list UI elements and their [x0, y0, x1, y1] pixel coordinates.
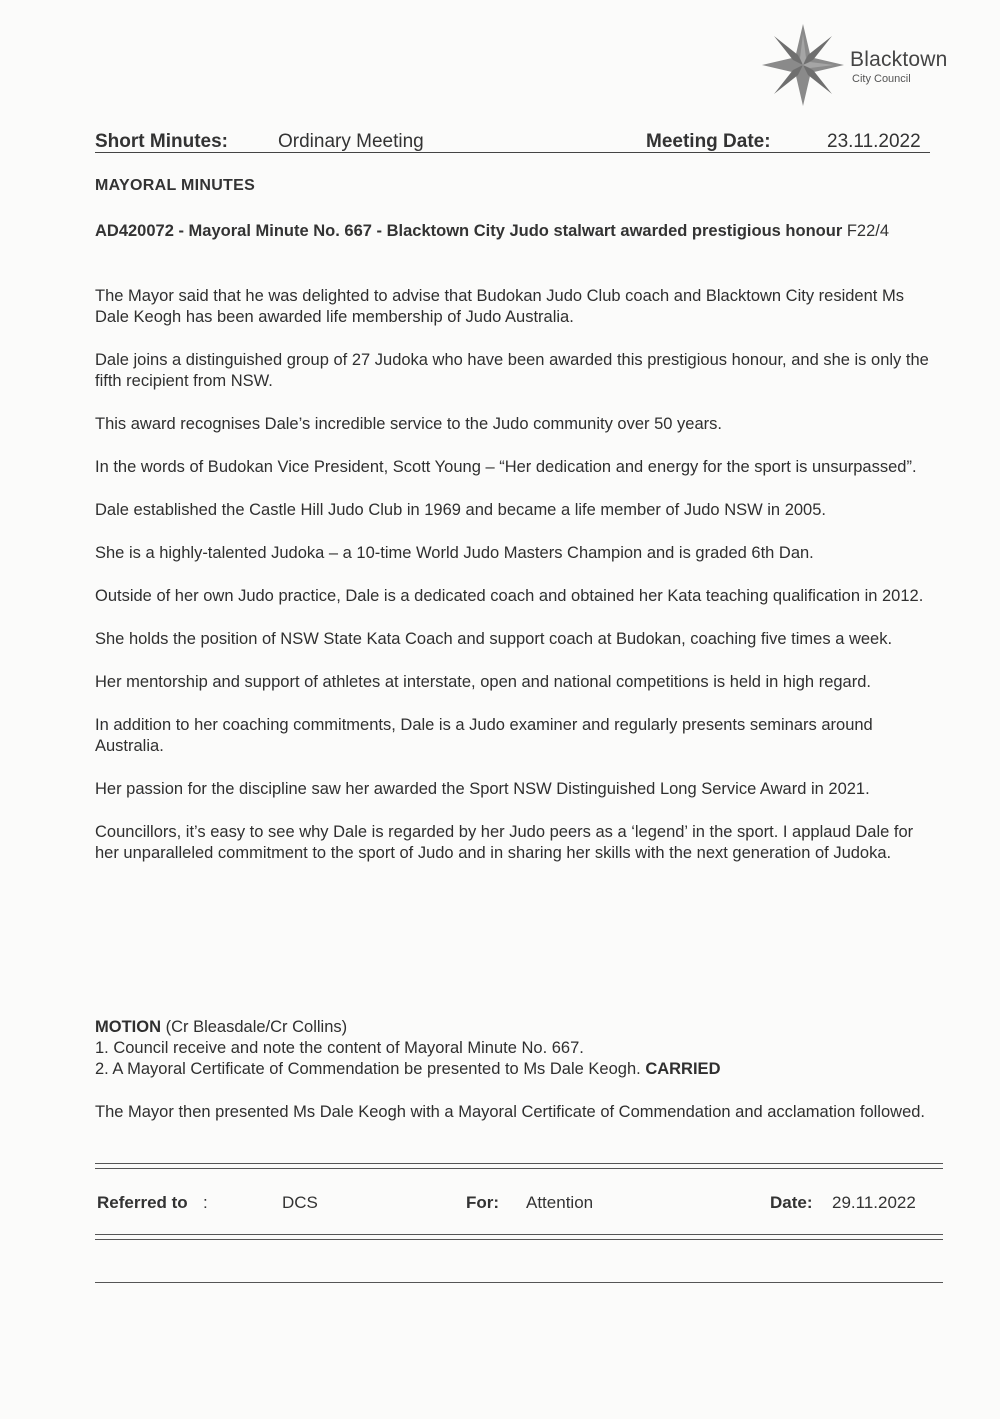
paragraph: Councillors, it’s easy to see why Dale is regarded by her Judo peers as a ‘legend’ in the sport. I applaud Dale for her unparalleled commitment to the sport of Judo and in sharing her skills with the next generation of Judoka.	[95, 823, 914, 862]
paragraph: This award recognises Dale’s incredible service to the Judo community over 50 years.	[95, 415, 722, 433]
star-icon	[760, 22, 846, 108]
motion-item-2-text: 2. A Mayoral Certificate of Commendation be presented to Ms Dale Keogh.	[95, 1060, 641, 1078]
meeting-date: 23.11.2022	[827, 131, 921, 152]
for-value: Attention	[526, 1193, 594, 1212]
paragraph: In addition to her coaching commitments, Dale is a Judo examiner and regularly presents seminars around Australia.	[95, 716, 873, 755]
paragraph: Her passion for the discipline saw her awarded the Sport NSW Distinguished Long Service Award in 2021.	[95, 780, 870, 798]
minutes-header	[95, 131, 930, 155]
motion-movers: (Cr Bleasdale/Cr Collins)	[165, 1018, 348, 1036]
paragraph: Dale joins a distinguished group of 27 Judoka who have been awarded this prestigious honour, and she is only the fifth recipient from NSW.	[95, 351, 929, 390]
motion-heading	[95, 1017, 935, 1038]
paragraph: She holds the position of NSW State Kata Coach and support coach at Budokan, coaching five times a week.	[95, 630, 893, 648]
divider-double	[95, 1234, 943, 1240]
logo-name: Blacktown	[850, 48, 948, 71]
item-title	[95, 221, 915, 242]
closing-paragraph: The Mayor then presented Ms Dale Keogh with a Mayoral Certificate of Commendation and acclamation followed.	[95, 1103, 926, 1121]
paragraph: In the words of Budokan Vice President, Scott Young – “Her dedication and energy for the sport is unsurpassed”.	[95, 458, 917, 476]
paragraph: Outside of her own Judo practice, Dale is a dedicated coach and obtained her Kata teaching qualification in 2012.	[95, 587, 924, 605]
motion-label: MOTION	[95, 1018, 161, 1036]
divider-double	[95, 1163, 943, 1169]
date-value: 29.11.2022	[832, 1193, 916, 1212]
minute-body	[95, 286, 935, 886]
section-heading: MAYORAL MINUTES	[95, 177, 256, 194]
meeting-type: Ordinary Meeting	[278, 131, 424, 152]
motion-block	[95, 1017, 935, 1080]
motion-item-2	[95, 1059, 935, 1080]
referred-colon: :	[203, 1193, 208, 1212]
paragraph: Her mentorship and support of athletes at interstate, open and national competitions is held in high regard.	[95, 673, 871, 691]
date-label: Date:	[770, 1193, 813, 1212]
paragraph: She is a highly-talented Judoka – a 10-time World Judo Masters Champion and is graded 6th Dan.	[95, 544, 814, 562]
referred-label: Referred to	[97, 1193, 188, 1212]
item-title-text: AD420072 - Mayoral Minute No. 667 - Blacktown City Judo stalwart awarded prestigious honour	[95, 222, 843, 240]
referral-row	[97, 1193, 932, 1215]
paragraph: Dale established the Castle Hill Judo Club in 1969 and became a life member of Judo NSW in 2005.	[95, 501, 826, 519]
meeting-date-label: Meeting Date:	[646, 131, 771, 152]
referred-value: DCS	[282, 1193, 318, 1212]
item-file-ref: F22/4	[846, 222, 890, 240]
council-logo	[760, 18, 960, 118]
for-label: For:	[466, 1193, 500, 1212]
short-minutes-label: Short Minutes:	[95, 131, 228, 152]
logo-subtitle: City Council	[852, 73, 911, 85]
header-rule	[95, 152, 930, 153]
motion-result: CARRIED	[645, 1060, 721, 1078]
motion-item-1: 1. Council receive and note the content of Mayoral Minute No. 667.	[95, 1039, 584, 1057]
paragraph: The Mayor said that he was delighted to advise that Budokan Judo Club coach and Blacktown City resident Ms Dale Keogh has been awarded life membership of Judo Australia.	[95, 287, 904, 326]
divider-single	[95, 1282, 943, 1283]
